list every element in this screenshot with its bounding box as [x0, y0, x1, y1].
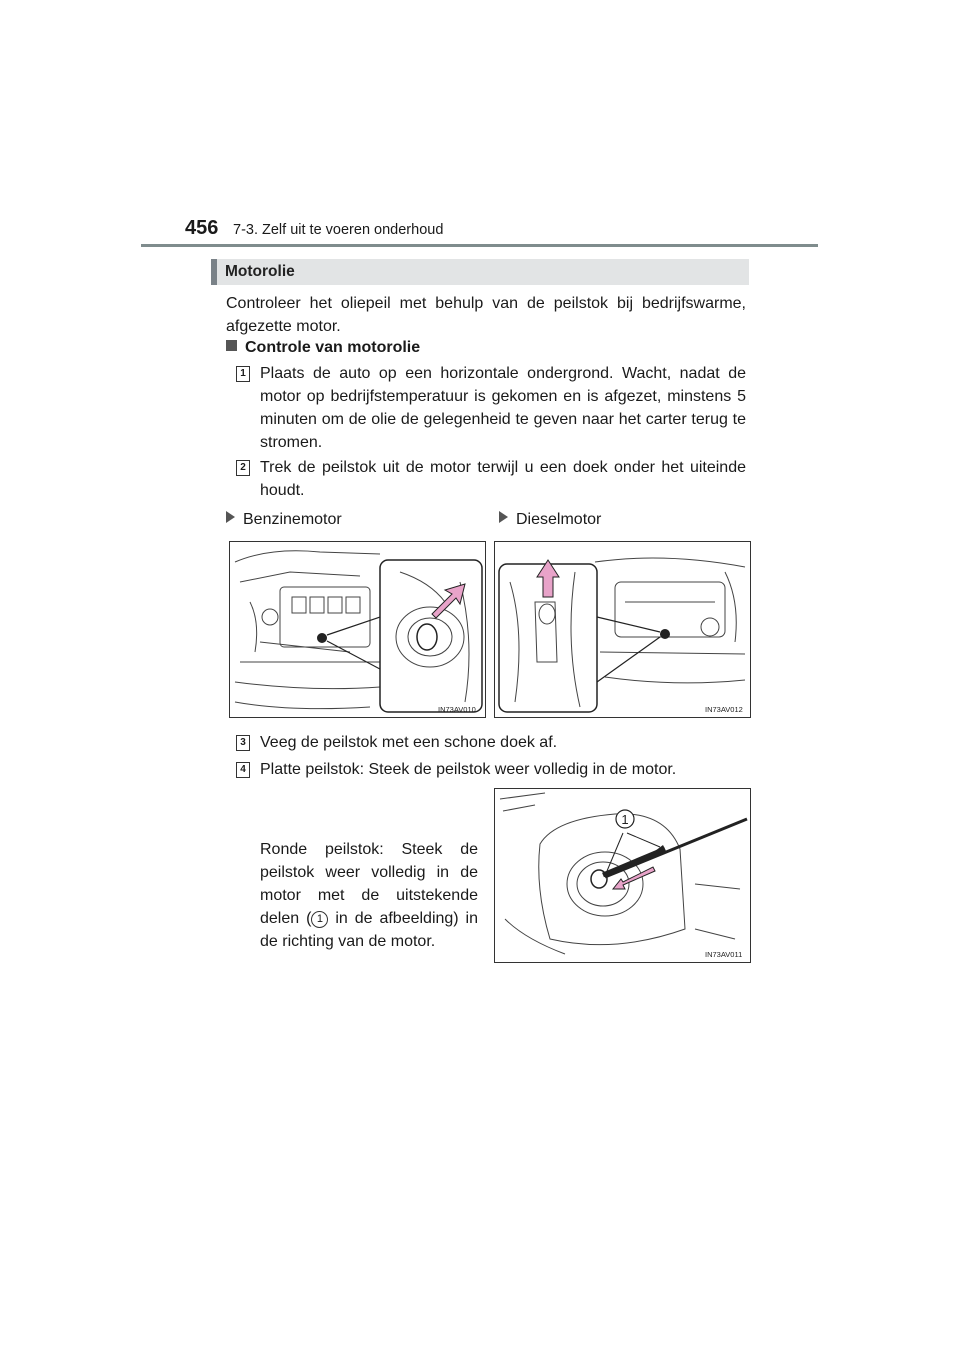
header-rule — [141, 244, 818, 247]
step-4-text: Platte peilstok: Steek de peilstok weer volledig in de motor. — [260, 761, 677, 778]
subheading-text: Controle van motorolie — [245, 339, 421, 356]
step-2-text: Trek de peilstok uit de motor terwijl u een doek onder het uiteinde houdt. — [260, 459, 746, 499]
triangle-bullet-icon — [226, 511, 235, 523]
caption-diesel — [499, 511, 601, 529]
section-heading — [211, 259, 749, 285]
callout-1-inline: 1 — [311, 911, 328, 928]
figure-code-bottom: IN73AV011 — [705, 950, 743, 959]
figure-code-left: IN73AV010 — [438, 705, 476, 714]
figure-petrol-engine — [229, 541, 486, 718]
step-3-text: Veeg de peilstok met een schone doek af. — [260, 734, 558, 751]
page-number: 456 — [185, 217, 219, 239]
caption-diesel-text: Dieselmotor — [516, 511, 602, 528]
square-bullet-icon — [226, 340, 237, 351]
round-dipstick-illustration — [495, 789, 750, 962]
subheading — [226, 339, 420, 357]
petrol-engine-illustration — [230, 542, 485, 717]
round-dipstick-before: Ronde peilstok: Steek de peilstok weer volledig in de motor met de uitstekende delen ( — [260, 841, 478, 927]
intro-paragraph: Controleer het oliepeil met behulp van de peilstok bij bedrijfswarme, afgezette motor. — [226, 295, 746, 335]
step-number-3: 3 — [236, 735, 250, 751]
callout-1-figure: 1 — [621, 812, 629, 827]
round-dipstick-after: in de afbeelding) in de richting van de motor. — [260, 910, 478, 950]
figure-round-dipstick — [494, 788, 751, 963]
triangle-bullet-icon — [499, 511, 508, 523]
step-number-2: 2 — [236, 460, 250, 476]
heading-accent — [211, 259, 217, 285]
figure-code-right: IN73AV012 — [705, 705, 743, 714]
step-number-1: 1 — [236, 366, 250, 382]
figure-diesel-engine — [494, 541, 751, 718]
caption-petrol-text: Benzinemotor — [243, 511, 342, 528]
section-title: 7-3. Zelf uit te voeren onderhoud — [233, 222, 444, 238]
round-dipstick-text — [260, 838, 478, 953]
heading-text: Motorolie — [225, 263, 295, 280]
step-1-text: Plaats de auto op een horizontale ondergrond. Wacht, nadat de motor op bedrijfstemperatuur is gekomen en is afgezet, minstens 5 minuten om de olie de gelegenheid te geven naar het carter terug te stromen. — [260, 365, 746, 451]
diesel-engine-illustration — [495, 542, 750, 717]
step-number-4: 4 — [236, 762, 250, 778]
caption-petrol — [226, 511, 342, 529]
